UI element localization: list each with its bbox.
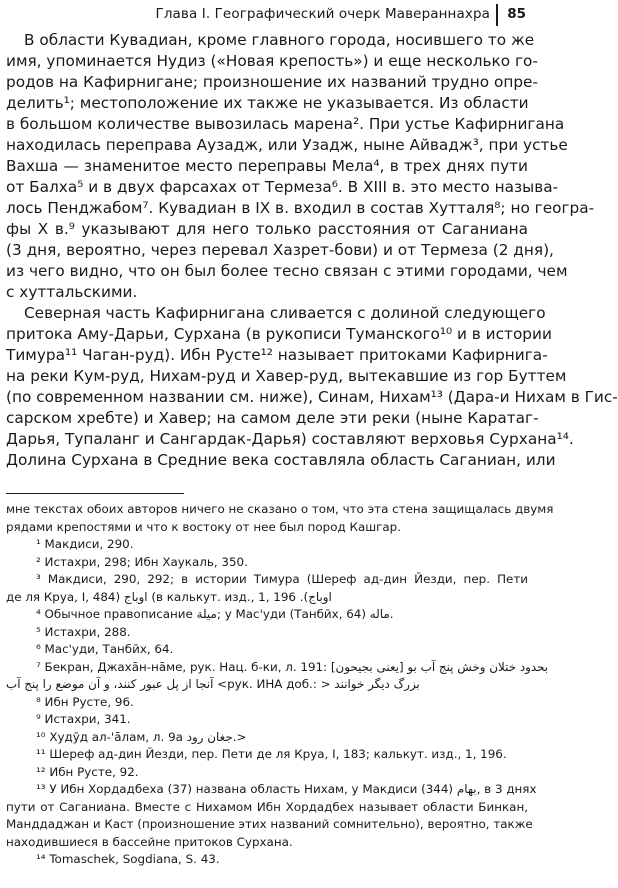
footnote-line: ¹ Макдиси, 290. (36, 537, 134, 551)
body-line: Тимура¹¹ Чаган-руд). Ибн Русте¹² называет притоками Кафирнига- (6, 346, 548, 364)
body-line: с хуттальскими. (6, 283, 138, 301)
body-line: от Балха⁵ и в двух фарсахах от Термеза⁶. В XIII в. это место называ- (6, 178, 559, 196)
footnote-line: ² Истахри, 298; Ибн Хаукаль, 350. (36, 554, 248, 569)
footnote-line: пути от Саганиана. Вместе с Нихамом Ибн Хордадбех называет области Бинкан, (6, 799, 528, 814)
footnote-line: ⁴ Обычное правописание میلة; у Мас'уди (Танбӣх, 64) ماله. (36, 607, 394, 621)
footnote-rule (6, 493, 184, 494)
footnotes (6, 501, 554, 869)
footnote-line: ¹² Ибн Русте, 92. (36, 764, 139, 779)
body-line: фы X в.⁹ указывают для него только расстояния от Саганиана (6, 220, 528, 238)
body-line: из чего видно, что он был более тесно связан с этими городами, чем (6, 262, 568, 280)
body-line: притока Аму-Дарьи, Сурхана (в рукописи Туманского¹⁰ и в истории (6, 325, 552, 343)
header-separator (496, 4, 498, 26)
footnote-line: де ля Круа, I, 484) اوباج (в калькут. изд., 1, 196 .(اوباج (6, 589, 332, 604)
footnote-line: ¹⁴ Tomaschek, Sogdiana, S. 43. (36, 852, 220, 866)
footnote-line: рядами крепостями и что к востоку от нее был пород Кашгар. (6, 519, 401, 534)
footnote-line: ⁷ Бекран, Джахāн-нāме, рук. Нац. б-ки, л. 191: بحدود ختلان وخش پنج آب بو [يعنى بجيحون] (36, 659, 549, 674)
footnote-line: находившиеся в бассейне притоков Сурхана. (6, 834, 293, 849)
body-line: В области Кувадиан, кроме главного города, носившего то же (24, 31, 535, 49)
body-line: делить¹; местоположение их также не указывается. Из области (6, 94, 529, 112)
footnote-line: ⁵ Истахри, 288. (36, 624, 131, 639)
body-line: родов на Кафирнигане; произношение их названий трудно опре- (6, 73, 538, 91)
body-line: находилась переправа Аузадж, или Узадж, ныне Айвадж³, при устье (6, 136, 568, 154)
running-header (0, 0, 540, 32)
footnote-line: ¹³ У Ибн Хордадбеха (37) названа область Нихам, у Макдиси (344) بهام, в 3 днях (36, 782, 537, 796)
body-line: (по современном названии см. ниже), Синам, Нихам¹³ (Дара-и Нихам в Гис- (6, 388, 618, 406)
body-line: лось Пенджабом⁷. Кувадиан в IX в. входил в состав Хутталя⁸; но геогра- (6, 199, 595, 217)
footnote-line: ¹⁰ Худӯд ал-'āлам, л. 9а جغان رود.> (36, 729, 247, 744)
main-text (6, 30, 618, 471)
footnote-line: آنجا از پل عبور کنند، و آن موضع را پنج آب <рук. ИНА доб.: > بزرگ دیگر خوانند (6, 677, 420, 691)
body-line: (3 дня, вероятно, через перевал Хазрет-бови) и от Термеза (2 дня), (6, 241, 554, 259)
body-line: Вахша — знаменитое место переправы Мела⁴, в трех днях пути (6, 157, 528, 175)
chapter-title: Глава I. Географический очерк Мавераннахра (155, 6, 490, 22)
footnote-line: ¹¹ Шереф ад-дин Йезди, пер. Пети де ля Круа, I, 183; калькут. изд., 1, 196. (36, 747, 507, 761)
footnote-line: Манддаджан и Каст (произношение этих названий сомнительно), вероятно, также (6, 817, 533, 831)
footnote-line: мне текстах обоих авторов ничего не сказано о том, что эта стена защищалась двумя (6, 502, 554, 516)
body-line: Дарья, Тупаланг и Сангардак-Дарья) составляют верховья Сурхана¹⁴. (6, 430, 574, 448)
page-number: 85 (507, 6, 526, 22)
body-line: сарском хребте) и Хавер; на самом деле эти реки (ныне Каратаг- (6, 409, 539, 427)
footnote-line: ⁶ Мас'уди, Танбӣх, 64. (36, 642, 174, 656)
body-line: Северная часть Кафирнигана сливается с долиной следующего (24, 304, 546, 322)
footnote-line: ⁹ Истахри, 341. (36, 712, 131, 726)
body-line: имя, упоминается Нудиз («Новая крепость») и еще несколько го- (6, 52, 538, 70)
body-line: в большом количестве вывозилась марена². При устье Кафирнигана (6, 115, 565, 133)
footnote-line: ⁸ Ибн Русте, 96. (36, 694, 134, 709)
footnote-line: ³ Макдиси, 290, 292; в истории Тимура (Шереф ад-дин Йезди, пер. Пети (36, 572, 528, 586)
body-line: на реки Кум-руд, Нихам-руд и Хавер-руд, вытекавшие из гор Буттем (6, 367, 567, 385)
body-line: Долина Сурхана в Средние века составляла область Саганиан, или (6, 451, 556, 469)
